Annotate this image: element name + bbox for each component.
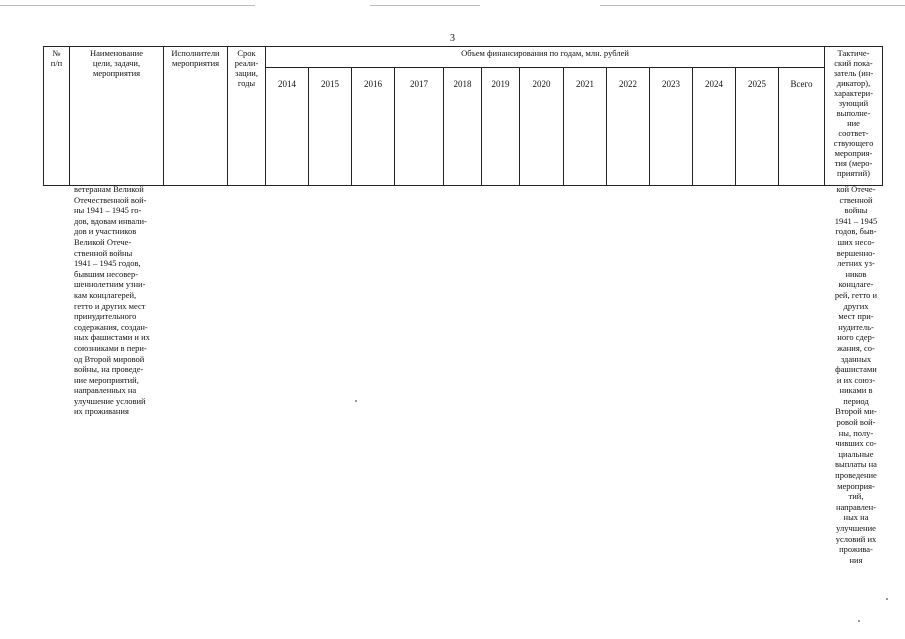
year-2015-header: 2015 xyxy=(309,68,352,186)
activity-name-continuation: ветеранам Великой Отечественной вой- ны 1941 – 1945 го- дов, вдовам инвали- дов и участников Великой Отече- ственной войны 1941 – 1945 годов, бывшим несовер- шеннолетним узни- кам концлагерей, гетто и других мест принудительного содержания, создан- ных фашистами и их союзниками в пери- од Второй мировой войны, на проведе- ние мероприятий, направленных на улучшение условий их проживания xyxy=(74,184,150,417)
scan-line xyxy=(0,5,255,6)
indicator-continuation: кой Отече- ственной войны 1941 – 1945 годов, быв- ших несо- вершенно- летних уз- ников концлаге- рей, гетто и других мест при- нудитель- ного сдер- жания, со- зданных фашистами и их союз- никами в период Второй ми- ровой вой- ны, полу- чивших со- циальные выплаты на проведение мероприя- тий, направлен- ных на улучшение условий их прожива- ния xyxy=(834,184,878,565)
funding-table-header xyxy=(43,46,883,186)
year-2014-header: 2014 xyxy=(266,68,309,186)
year-2025-header: 2025 xyxy=(736,68,779,186)
page-number: 3 xyxy=(450,33,455,44)
year-2023-header: 2023 xyxy=(650,68,693,186)
col-executors-header: Исполнители мероприятия xyxy=(164,47,228,186)
col-term-header: Срок реали- зации, годы xyxy=(228,47,266,186)
year-2022-header: 2022 xyxy=(607,68,650,186)
col-funding-header: Объем финансирования по годам, млн. рублей xyxy=(266,47,825,68)
year-2024-header: 2024 xyxy=(693,68,736,186)
scan-line xyxy=(600,5,905,6)
scan-speck xyxy=(858,620,860,622)
scan-speck xyxy=(355,400,357,402)
col-indicator-header: Тактиче- ский пока- затель (ин- дикатор), характери- зующий выполне- ние соответ- ствующего мероприя- тия (меро- приятий) xyxy=(825,47,883,186)
year-2020-header: 2020 xyxy=(520,68,564,186)
year-2018-header: 2018 xyxy=(444,68,482,186)
col-number-header: № п/п xyxy=(44,47,70,186)
year-2021-header: 2021 xyxy=(564,68,607,186)
scan-line xyxy=(370,5,480,6)
total-header: Всего xyxy=(779,68,825,186)
scan-speck xyxy=(886,598,888,600)
year-2017-header: 2017 xyxy=(395,68,444,186)
year-2019-header: 2019 xyxy=(482,68,520,186)
year-2016-header: 2016 xyxy=(352,68,395,186)
col-name-header: Наименование цели, задачи, мероприятия xyxy=(70,47,164,186)
